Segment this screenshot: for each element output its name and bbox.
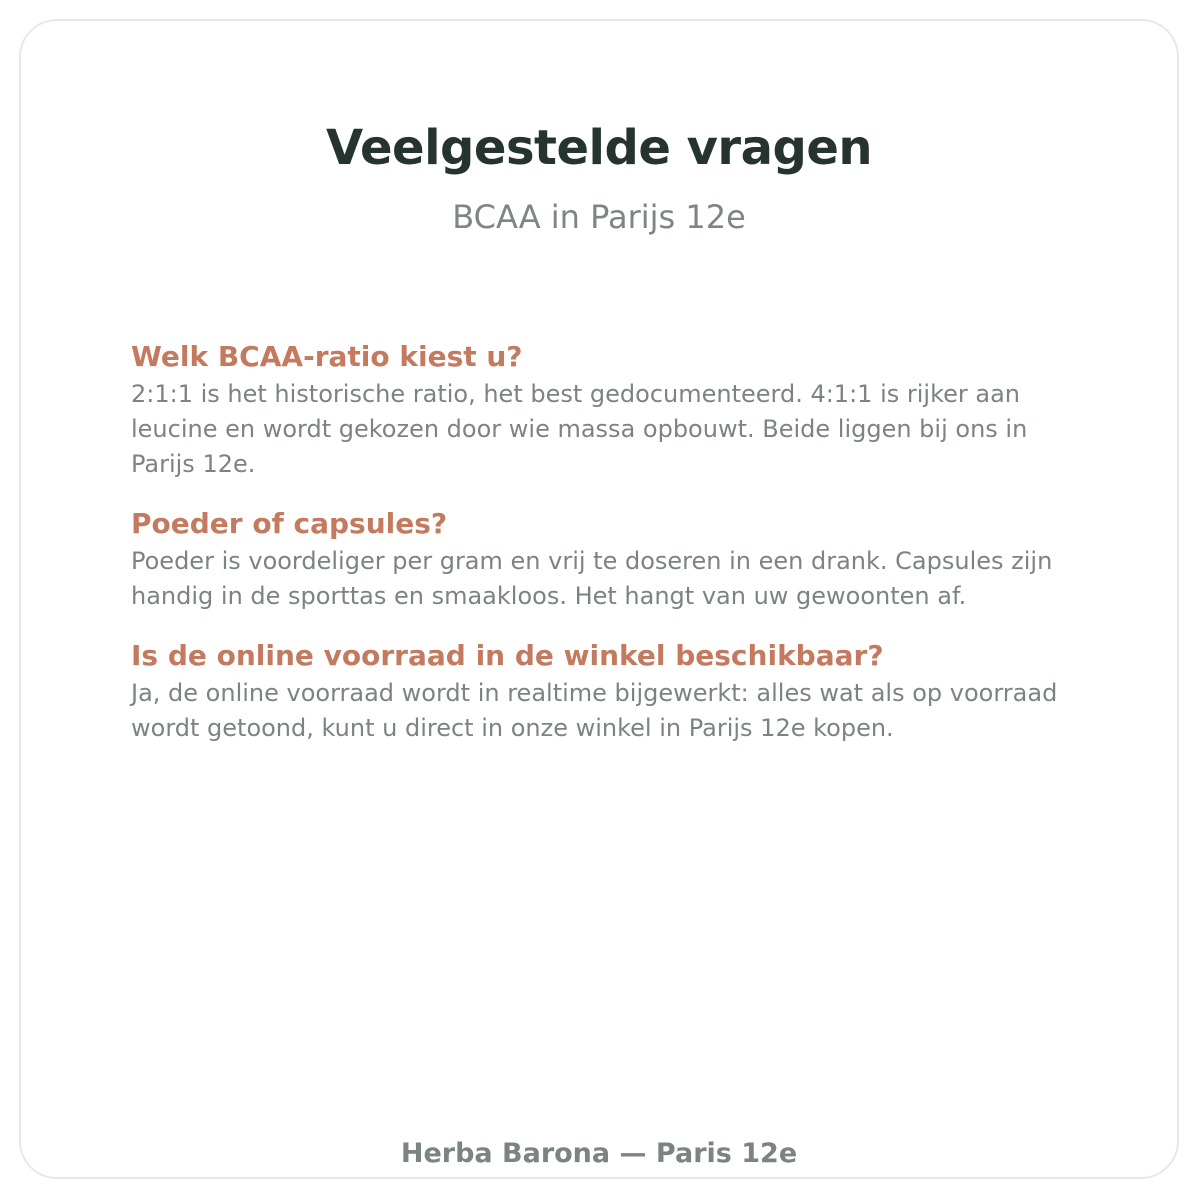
faq-item — [131, 339, 1091, 482]
page-subtitle: BCAA in Parijs 12e — [452, 198, 746, 236]
faq-item — [131, 506, 1091, 614]
faq-list — [131, 339, 1091, 770]
card-header — [21, 117, 1177, 237]
faq-answer: Poeder is voordeliger per gram en vrij te doseren in een drank. Capsules zijn handig in de sporttas en smaakloos. Het hangt van uw gewoonten af. — [131, 547, 1053, 610]
faq-answer: Ja, de online voorraad wordt in realtime bijgewerkt: alles wat als op voorraad wordt getoond, kunt u direct in onze winkel in Parijs 12e kopen. — [131, 679, 1058, 742]
faq-question: Is de online voorraad in de winkel beschikbaar? — [131, 639, 884, 672]
faq-answer: 2:1:1 is het historische ratio, het best gedocumenteerd. 4:1:1 is rijker aan leucine en wordt gekozen door wie massa opbouwt. Beide liggen bij ons in Parijs 12e. — [131, 380, 1028, 478]
footer-brand: Herba Barona — Paris 12e — [400, 1138, 798, 1169]
faq-question: Welk BCAA-ratio kiest u? — [131, 340, 523, 373]
page-title: Veelgestelde vragen — [325, 120, 873, 176]
faq-item — [131, 638, 1091, 746]
faq-question: Poeder of capsules? — [131, 507, 448, 540]
faq-card — [19, 19, 1179, 1179]
